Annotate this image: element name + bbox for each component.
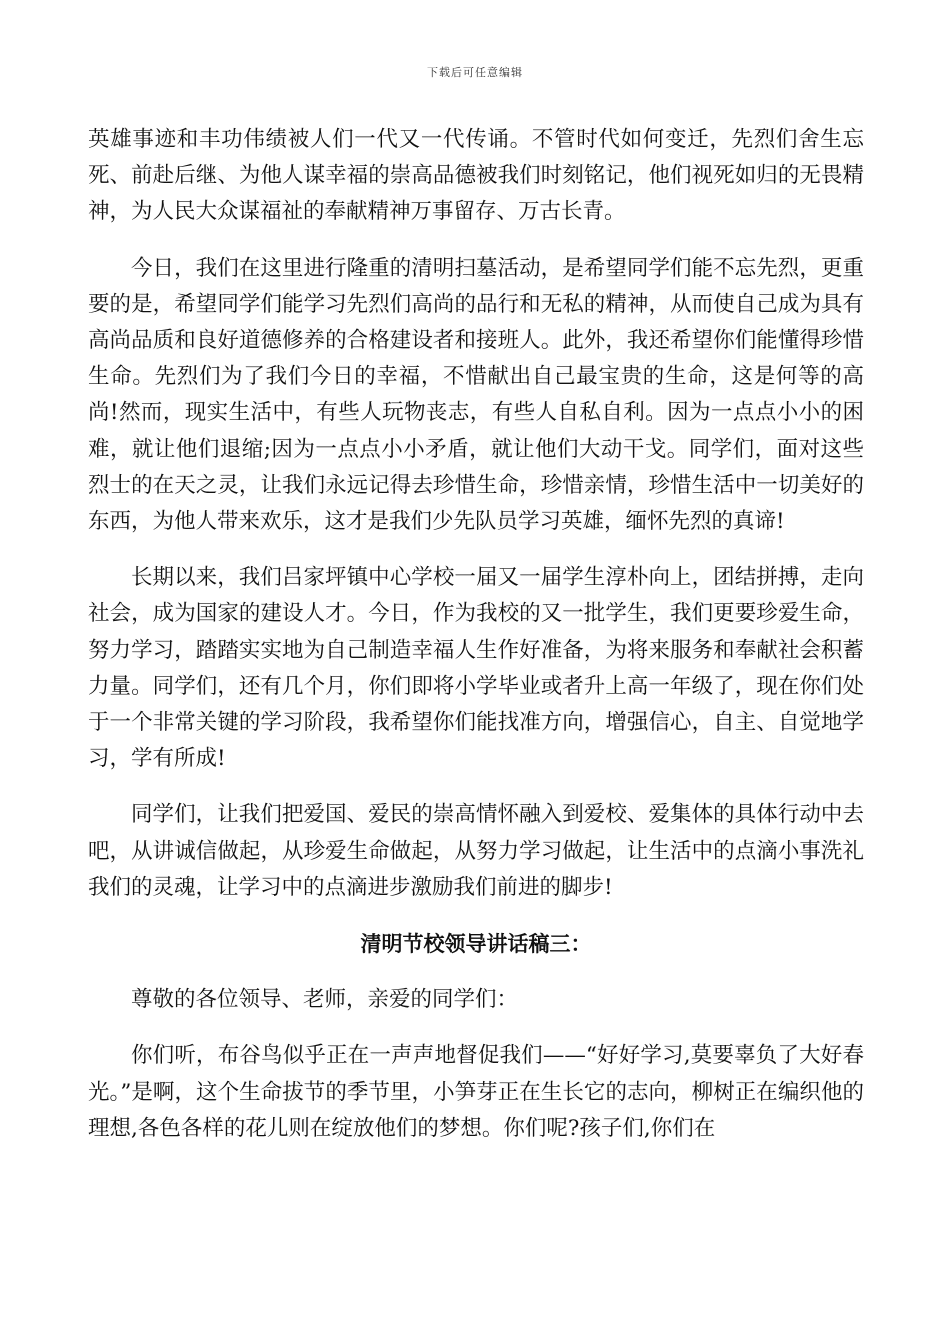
paragraph-heroes: 英雄事迹和丰功伟绩被人们一代又一代传诵。不管时代如何变迁，先烈们舍生忘死、前赴后继、为他人谋幸福的崇高品德被我们时刻铭记，他们视死如归的无畏精神，为人民大众谋福祉的奉献精神万事留存、万古长青。 bbox=[88, 127, 864, 225]
paragraph-school-history: 长期以来，我们吕家坪镇中心学校一届又一届学生淳朴向上，团结拼搏，走向社会，成为国家的建设人才。今日，作为我校的又一批学生，我们更要珍爱生命，努力学习，踏踏实实地为自己制造幸福人生作好准备，为将来服务和奉献社会积蓄力量。同学们，还有几个月，你们即将小学毕业或者升上高一年级了，现在你们处于一个非常关键的学习阶段，我希望你们能找准方向，增强信心，自主、自觉地学习，学有所成! bbox=[88, 565, 864, 772]
page-header: 下载后可任意编辑 bbox=[427, 66, 523, 79]
paragraph-call-to-action: 同学们，让我们把爱国、爱民的崇高情怀融入到爱校、爱集体的具体行动中去吧，从讲诚信做起，从珍爱生命做起，从努力学习做起，让生活中的点滴小事洗礼我们的灵魂，让学习中的点滴进步激励我们前进的脚步! bbox=[88, 802, 864, 900]
greeting: 尊敬的各位领导、老师，亲爱的同学们： bbox=[131, 987, 519, 1013]
paragraph-tomb-sweeping: 今日，我们在这里进行隆重的清明扫墓活动，是希望同学们能不忘先烈，更重要的是，希望同学们能学习先烈们高尚的品行和无私的精神，从而使自己成为具有高尚品质和良好道德修养的合格建设者和接班人。此外，我还希望你们能懂得珍惜生命。先烈们为了我们今日的幸福，不惜献出自己最宝贵的生命，这是何等的高尚!然而，现实生活中，有些人玩物丧志，有些人自私自利。因为一点点小小的困难，就让他们退缩;因为一点点小小矛盾，就让他们大动干戈。同学们，面对这些烈士的在天之灵，让我们永远记得去珍惜生命，珍惜亲情，珍惜生活中一切美好的东西，为他人带来欢乐，这才是我们少先队员学习英雄，缅怀先烈的真谛! bbox=[88, 255, 864, 535]
paragraph-spring: 你们听，布谷鸟似乎正在一声声地督促我们——“好好学习,莫要辜负了大好春光。”是啊，这个生命拔节的季节里，小笋芽正在生长它的志向，柳树正在编织他的理想,各色各样的花儿则在绽放他们的梦想。你们呢?孩子们,你们在 bbox=[88, 1043, 864, 1141]
document-body bbox=[88, 122, 864, 1167]
section-title: 清明节校领导讲话稿三： bbox=[360, 931, 592, 957]
